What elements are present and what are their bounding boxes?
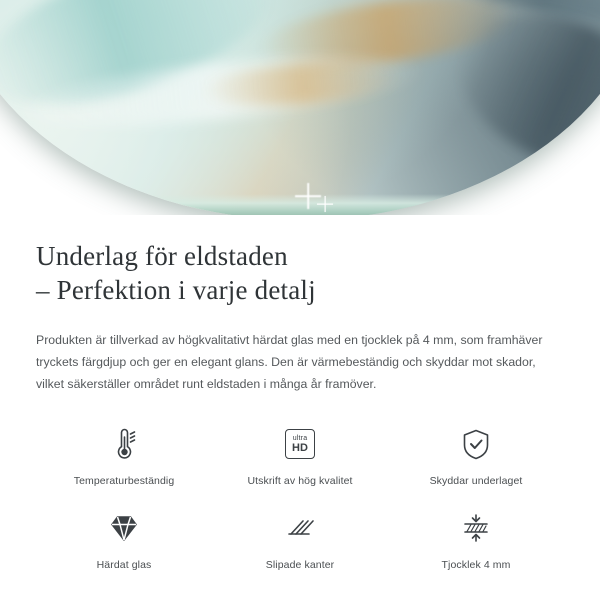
diamond-icon <box>104 505 144 551</box>
thickness-arrows-icon <box>456 505 496 551</box>
glass-edge-highlight <box>0 194 600 215</box>
page-title-line-2: – Perfektion i varje detalj <box>36 275 316 305</box>
feature-label: Slipade kanter <box>265 559 335 571</box>
page-title <box>36 215 564 307</box>
feature-item-surface-protection <box>388 421 564 487</box>
feature-grid <box>36 421 564 571</box>
feature-label: Skyddar underlaget <box>429 475 523 487</box>
thermometer-icon <box>104 421 144 467</box>
page-title-line-1: Underlag för eldstaden <box>36 241 288 271</box>
feature-item-tempered-glass <box>36 505 212 571</box>
hero-image <box>0 0 600 215</box>
feature-label: Härdat glas <box>96 559 152 571</box>
description-paragraph: Produkten är tillverkad av högkvalitativt härdat glas med en tjocklek på 4 mm, som framhäver tryckets färgdjup och ger en elegant glans. Den är värmebeständig och skyddar mot skador, vilket säkerställer området runt eldstaden i många år framöver. <box>36 333 543 391</box>
feature-item-polished-edges <box>212 505 388 571</box>
ultra-hd-bottom-text: HD <box>292 441 308 454</box>
content-area <box>0 215 600 571</box>
glass-board-disc-wrapper <box>0 0 600 215</box>
polished-edges-icon <box>280 505 320 551</box>
feature-item-temperature <box>36 421 212 487</box>
ultra-hd-icon <box>285 421 315 467</box>
feature-item-thickness <box>388 505 564 571</box>
ultra-hd-top-text: ultra <box>292 434 308 442</box>
feature-item-print-quality <box>212 421 388 487</box>
feature-label: Temperaturbeständig <box>73 475 175 487</box>
shield-check-icon <box>456 421 496 467</box>
feature-label: Utskrift av hög kvalitet <box>247 475 353 487</box>
glass-board-disc <box>0 0 600 215</box>
feature-label: Tjocklek 4 mm <box>441 559 511 571</box>
